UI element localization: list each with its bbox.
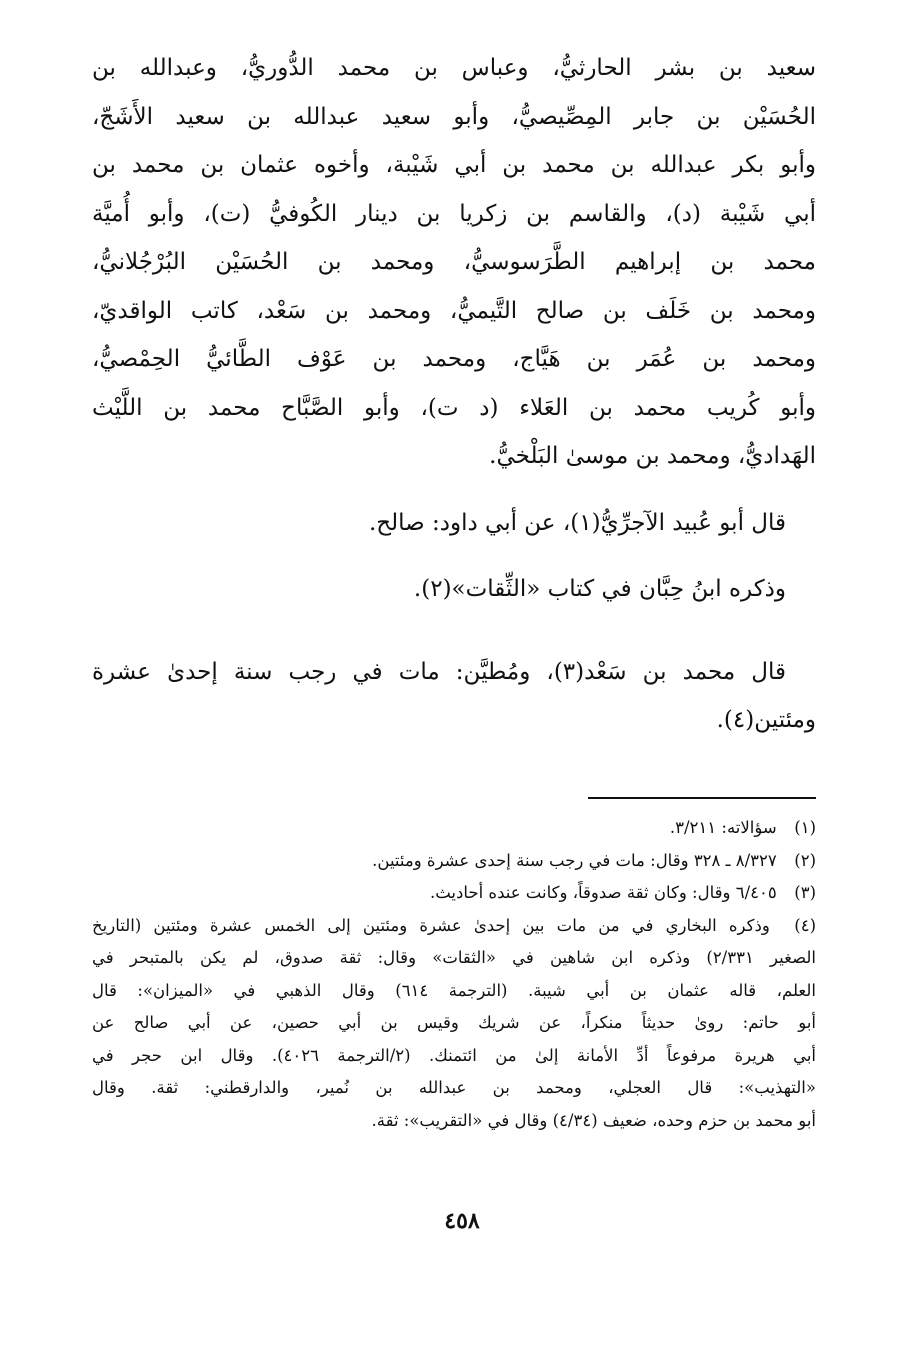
footnote-separator — [588, 797, 816, 799]
paragraph-gap — [92, 614, 816, 648]
text-line: وأبو كُريب محمد بن العَلاء (د ت)، وأبو الصَّبَّاح محمد بن اللَّيْث — [92, 394, 816, 421]
footnote-3 — [92, 877, 816, 910]
footnote-number: (٤) — [794, 915, 816, 935]
footnote-4-line: أبي هريرة مرفوعاً أدِّ الأمانة إلىٰ من ائتمنك. (٢/الترجمة ٤٠٢٦). وقال ابن حجر في — [92, 1045, 817, 1065]
footnote-number: (٢) — [794, 850, 816, 870]
paragraph-gap — [92, 481, 816, 499]
ajurri-quote: قال أبو عُبيد الآجرِّيُّ(١)، عن أبي داود: صالح. — [368, 509, 786, 536]
text-line: قال محمد بن سَعْد(٣)، ومُطيَّن: مات في رجب سنة إحدىٰ عشرة — [92, 658, 787, 685]
paragraph-gap — [92, 547, 816, 565]
text-line: محمد بن إبراهيم الطَّرَسوسيُّ، ومحمد بن الحُسَيْن البُرْجُلانيُّ، — [92, 249, 816, 275]
footnote-2 — [92, 845, 816, 878]
page-number: ٤٥٨ — [444, 1208, 480, 1234]
footnote-1 — [92, 812, 816, 845]
text-line: أبي شَيْبة (د)، والقاسم بن زكريا بن دينار الكُوفيُّ (ت)، وأبو أُميَّة — [92, 200, 816, 227]
text-line: الهَداديُّ، ومحمد بن موسىٰ البَلْخيُّ. — [489, 443, 816, 469]
text-line: سعيد بن بشر الحارثيُّ، وعباس بن محمد الدُّوريُّ، وعبدالله بن — [92, 55, 816, 81]
text-line: وأبو بكر عبدالله بن محمد بن أبي شَيْبة، وأخوه عثمان بن محمد بن — [92, 152, 816, 178]
text-line: ومحمد بن عُمَر بن هَيَّاج، ومحمد بن عَوْف الطَّائيُّ الحِمْصيُّ، — [92, 346, 816, 372]
footnote-4-line: الصغير ٢/٣٣١) وذكره ابن شاهين في «الثقات» وقال: ثقة صدوق، لم يكن بالمتبحر في — [92, 948, 816, 967]
footnote-4-line: «التهذيب»: قال العجلي، ومحمد بن عبدالله بن نُمير، والدارقطني: ثقة. وقال — [92, 1078, 816, 1097]
main-text — [92, 44, 816, 745]
text-line: ومئتين(٤). — [716, 707, 816, 733]
footnote-4-line: العلم، قاله عثمان بن أبي شيبة. (الترجمة ٦١٤) وقال الذهبي في «الميزان»: قال — [92, 980, 817, 1000]
ibn-hibban-mention: وذكره ابنُ حِبَّان في كتاب «الثِّقات»(٢). — [413, 576, 786, 602]
text-line: ومحمد بن خَلَف بن صالح التَّيميُّ، ومحمد بن سَعْد، كاتب الواقديّ، — [92, 297, 816, 324]
footnote-4-line: أبو حاتم: روىٰ حديثاً منكراً، عن شريك وقيس بن أبي حصين، عن أبي صالح عن — [92, 1013, 816, 1032]
footnote-text: وذكره البخاري في من مات بين إحدىٰ عشرة ومئتين إلى الخمس عشرة ومئتين (التاريخ — [92, 915, 770, 935]
footnotes — [92, 812, 816, 1137]
footnote-number: (١) — [794, 818, 816, 837]
footnote-4-line: أبو محمد بن حزم وحده، ضعيف (٤/٣٤) وقال في «التقريب»: ثقة. — [371, 1110, 816, 1130]
footnote-text: ٨/٣٢٧ ـ ٣٢٨ وقال: مات في رجب سنة إحدى عشرة ومئتين. — [372, 850, 777, 870]
footnote-text: ٦/٤٠٥ وقال: وكان ثقة صدوقاً، وكانت عنده أحاديث. — [429, 883, 777, 902]
footnote-number: (٣) — [794, 883, 816, 902]
footnote-4 — [92, 910, 816, 943]
footnote-text: سؤالاته: ٣/٢١١. — [669, 818, 777, 837]
text-line: الحُسَيْن بن جابر المِصِّيصيُّ، وأبو سعيد عبدالله بن سعيد الأَشَجّ، — [92, 103, 816, 130]
